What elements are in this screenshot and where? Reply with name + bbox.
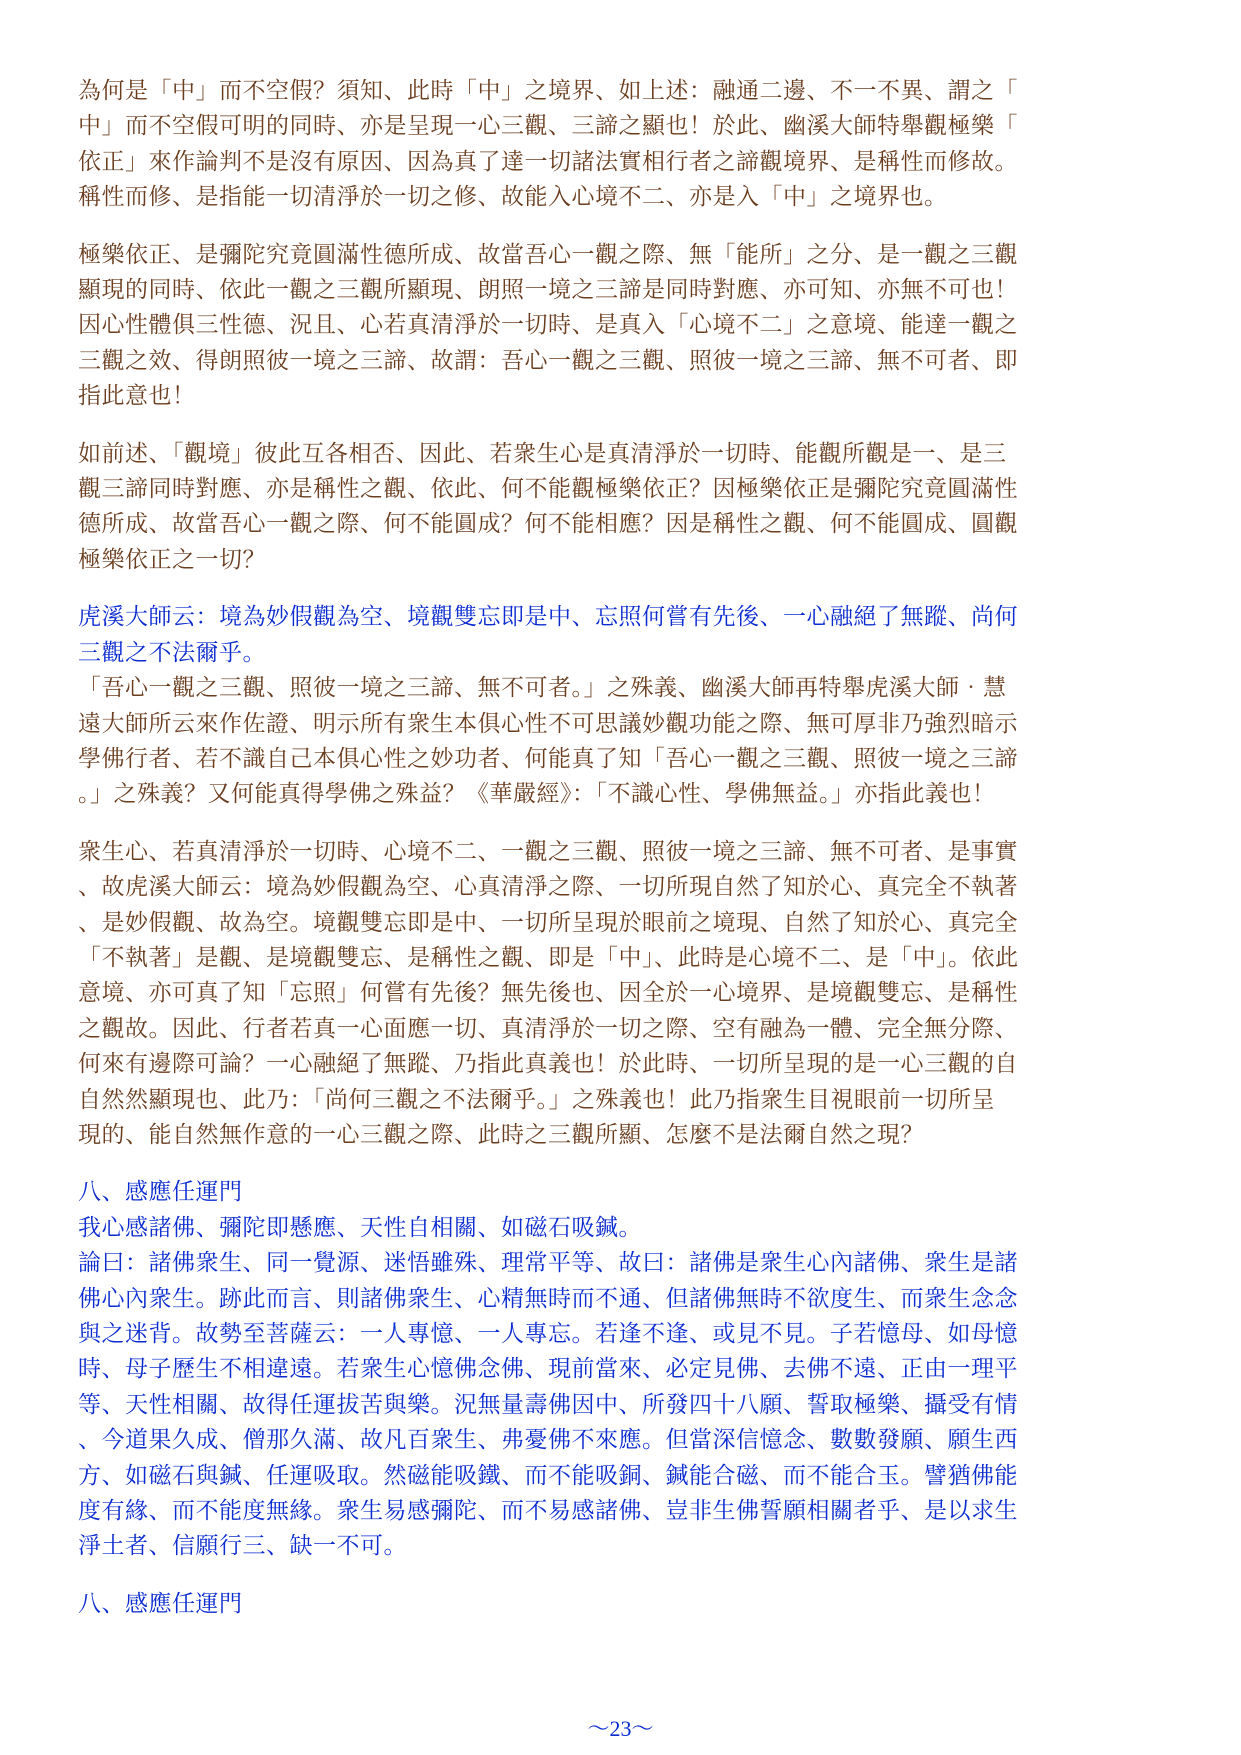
quote-huxi: 虎溪大師云：境為妙假觀為空、境觀雙忘即是中、忘照何嘗有先後、一心融絕了無蹤、尚何 三觀之不法爾乎。 (78, 604, 1018, 666)
paragraph-4: 「吾心一觀之三觀、照彼一境之三諦、無不可者。」之殊義、幽溪大師再特舉虎溪大師‧慧 遠大師所云來作佐證、明示所有衆生本俱心性不可思議妙觀功能之際、無可厚非乃強烈暗示 學佛行者、若不識自己本俱心性之妙功者、何能真了知「吾心一觀之三觀、照彼一境之三諦 。」之殊義？又何能真得學佛之殊益？《華嚴經》：「不識心性、學佛無益。」亦指此義也！ (78, 675, 1018, 808)
page-number: ～23～ (587, 1716, 654, 1741)
paragraph-2: 極樂依正、是彌陀究竟圓滿性德所成、故當吾心一觀之際、無「能所」之分、是一觀之三觀 顯現的同時、依此一觀之三觀所顯現、朗照一境之三諦是同時對應、亦可知、亦無不可也！ 因心性體俱三性德、況且、心若真清淨於一切時、是真入「心境不二」之意境、能達一觀之 三觀之效、得朗照彼一境之三諦、故謂：吾心一觀之三觀、照彼一境之三諦、無不可者、即 指此意也！ (78, 241, 1018, 410)
paragraph-1: 為何是「中」而不空假？須知、此時「中」之境界、如上述：融通二邊、不一不異、謂之「 中」而不空假可明的同時、亦是呈現一心三觀、三諦之顯也！於此、幽溪大師特舉觀極樂「 依正」來作論判不是沒有原因、因為真了達一切諸法實相行者之諦觀境界、是稱性而修故。 稱性而修、是指能一切清淨於一切之修、故能入心境不二、亦是入「中」之境界也。 (78, 78, 1018, 211)
section-8-heading: 八、感應任運門 (78, 1590, 243, 1617)
paragraph-5: 衆生心、若真清淨於一切時、心境不二、一觀之三觀、照彼一境之三諦、無不可者、是事實 、故虎溪大師云：境為妙假觀為空、心真清淨之際、一切所現自然了知於心、真完全不執著 、是妙假觀、故為空。境觀雙忘即是中、一切所呈現於眼前之境現、自然了知於心、真完全 「不執著」是觀、是境觀雙忘、是稱性之觀、即是「中」、此時是心境不二、是「中」。依此 意境、亦可真了知「忘照」何嘗有先後？無先後也、因全於一心境界、是境觀雙忘、是稱性 之觀故。因此、行者若真一心面應一切、真清淨於一切之際、空有融為一體、完全無分際、 何來有邊際可論？一心融絕了無蹤、乃指此真義也！於此時、一切所呈現的是一心三觀的自 自然然顯現也、此乃：「尚何三觀之不法爾乎。」之殊義也！此乃指衆生目視眼前一切所呈 現的、能自然無作意的一心三觀之際、此時之三觀所顯、怎麼不是法爾自然之現？ (78, 838, 1019, 1148)
paragraph-3: 如前述、「觀境」彼此互各相否、因此、若衆生心是真清淨於一切時、能觀所觀是一、是三 觀三諦同時對應、亦是稱性之觀、依此、何不能觀極樂依正？因極樂依正是彌陀究竟圓滿性 德所成、故當吾心一觀之際、何不能圓成？何不能相應？因是稱性之觀、何不能圓成、圓觀 極樂依正之一切？ (78, 440, 1018, 573)
document-body (78, 74, 1164, 1644)
section-8-commentary: 八、感應任運門 我心感諸佛、彌陀即懸應、天性自相關、如磁石吸鍼。 論曰：諸佛衆生、同一覺源、迷悟雖殊、理常平等、故曰：諸佛是衆生心內諸佛、衆生是諸 佛心內衆生。跡此而言、則諸佛衆生、心精無時而不通、但諸佛無時不欲度生、而衆生念念 與之迷背。故勢至菩薩云：一人專憶、一人專忘。若逢不逢、或見不見。子若憶母、如母憶 時、母子歷生不相違遠。若衆生心憶佛念佛、現前當來、必定見佛、去佛不遠、正由一理平 等、天性相關、故得任運拔苦與樂。況無量壽佛因中、所發四十八願、誓取極樂、攝受有情 、今道果久成、僧那久滿、故凡百衆生、弗憂佛不來應。但當深信憶念、數數發願、願生西 方、如磁石與鍼、任運吸取。然磁能吸鐵、而不能吸銅、鍼能合磁、而不能合玉。譬猶佛能 度有緣、而不能度無緣。衆生易感彌陀、而不易感諸佛、豈非生佛誓願相關者乎、是以求生 淨土者、信願行三、缺一不可。 (78, 1179, 1018, 1560)
